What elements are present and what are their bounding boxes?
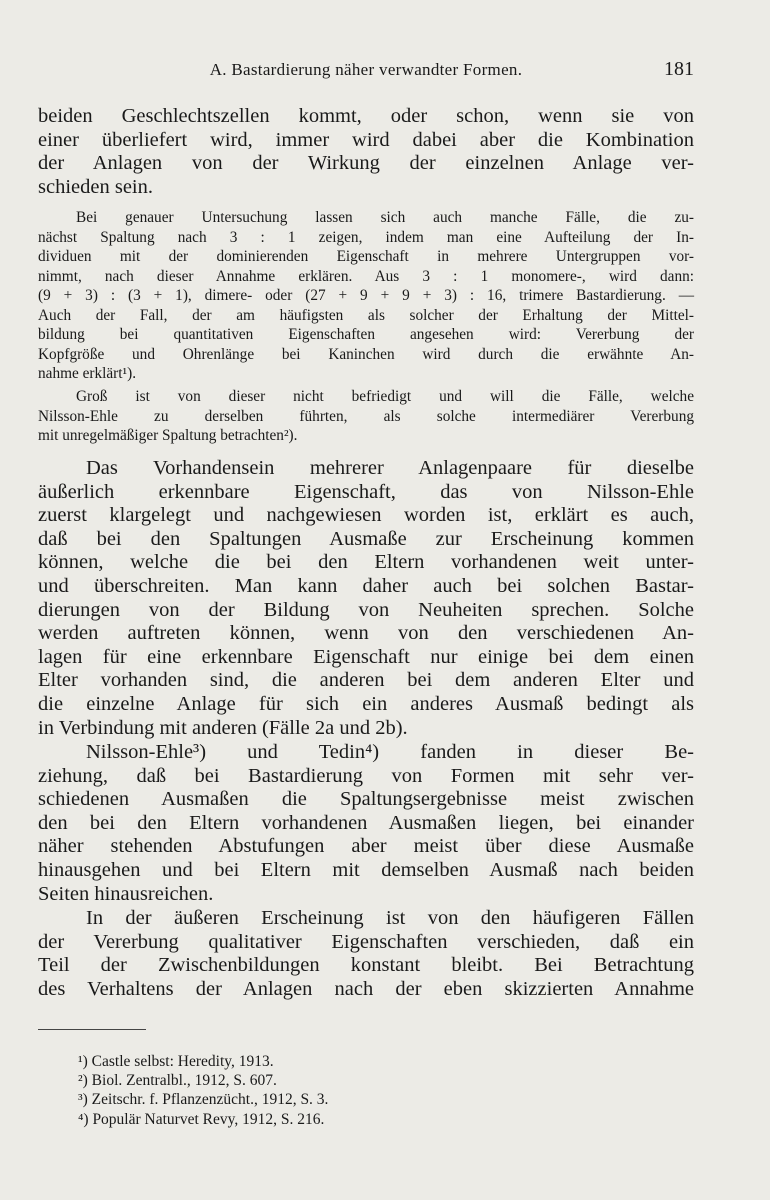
text-line: Elter vorhanden sind, die anderen bei dem anderen Elter und <box>38 669 694 692</box>
text-line: Nilsson-Ehle zu derselben führten, als solche intermediärer Vererbung <box>38 407 694 425</box>
paragraph-2 <box>38 457 694 740</box>
footnotes <box>78 1052 328 1129</box>
text-line: Seiten hinausreichen. <box>38 882 214 905</box>
text-line: den bei den Eltern vorhandenen Ausmaßen liegen, bei einander <box>38 811 694 834</box>
text-line: nimmt, nach dieser Annahme erklären. Aus 3 : 1 monomere-, wird dann: <box>38 267 694 285</box>
paragraph-4 <box>38 907 694 1001</box>
text-line: lagen für eine erkennbare Eigenschaft nur einige bei dem einen <box>38 645 694 668</box>
text-line: dividuen mit der dominierenden Eigenschaft in mehrere Untergruppen vor- <box>38 248 694 265</box>
text-line: zuerst klargelegt und nachgewiesen worden ist, erklärt es auch, <box>38 504 694 527</box>
footnote-rule <box>38 1029 146 1030</box>
text-line: des Verhaltens der Anlagen nach der eben skizzierten Annahme <box>38 977 694 1000</box>
text-line: der Vererbung qualitativer Eigenschaften verschieden, daß ein <box>38 930 694 953</box>
text-line: einer überliefert wird, immer wird dabei aber die Kombination <box>38 128 694 151</box>
footnote: ⁴) Populär Naturvet Revy, 1912, S. 216. <box>78 1110 325 1128</box>
text-line: beiden Geschlechtszellen kommt, oder schon, wenn sie von <box>38 105 694 127</box>
text-line: bildung bei quantitativen Eigenschaften angesehen wird: Vererbung der <box>38 326 694 343</box>
text-line: Auch der Fall, der am häufigsten als solcher der Erhaltung der Mittel- <box>38 306 694 324</box>
text-line: und überschreiten. Man kann daher auch bei solchen Bastar- <box>38 574 694 597</box>
paragraph-1 <box>38 105 694 199</box>
text-line: werden auftreten können, wenn von den verschiedenen An- <box>38 622 694 645</box>
small-paragraph-1 <box>38 208 694 384</box>
small-paragraph-2 <box>38 387 694 446</box>
text-line: hinausgehen und bei Eltern mit demselben Ausmaß nach beiden <box>38 858 694 881</box>
text-line: Kopfgröße und Ohrenlänge bei Kaninchen wird durch die erwähnte An- <box>38 345 694 363</box>
text-line: Nilsson-Ehle³) und Tedin⁴) fanden in dieser Be- <box>86 741 694 763</box>
footnote: ²) Biol. Zentralbl., 1912, S. 607. <box>78 1072 277 1090</box>
text-line: Teil der Zwischenbildungen konstant bleibt. Bei Betrachtung <box>38 954 694 977</box>
text-line: der Anlagen von der Wirkung der einzelnen Anlage ver- <box>38 152 694 175</box>
running-header <box>38 60 694 88</box>
text-line: äußerlich erkennbare Eigenschaft, das von Nilsson-Ehle <box>38 480 694 503</box>
text-line: daß bei den Spaltungen Ausmaße zur Erscheinung kommen <box>38 527 694 550</box>
text-line: Das Vorhandensein mehrerer Anlagenpaare für dieselbe <box>86 457 694 479</box>
text-line: Groß ist von dieser nicht befriedigt und will die Fälle, welche <box>76 388 694 405</box>
text-line: mit unregelmäßiger Spaltung betrachten²). <box>38 427 298 444</box>
text-line: Bei genauer Untersuchung lassen sich auch manche Fälle, die zu- <box>76 209 694 226</box>
text-line: nahme erklärt¹). <box>38 365 137 382</box>
paragraph-3 <box>38 741 694 906</box>
text-line: können, welche die bei den Eltern vorhandenen weit unter- <box>38 551 694 574</box>
text-line: (9 + 3) : (3 + 1), dimere- oder (27 + 9 + 9 + 3) : 16, trimere Bastardierung. — <box>38 287 694 304</box>
footnote: ³) Zeitschr. f. Pflanzenzücht., 1912, S. 3. <box>78 1091 329 1109</box>
page-number: 181 <box>664 58 694 80</box>
running-title: A. Bastardierung näher verwandter Formen. <box>209 60 523 79</box>
text-line: in Verbindung mit anderen (Fälle 2a und 2b). <box>38 716 408 739</box>
text-line: ziehung, daß bei Bastardierung von Formen mit sehr ver- <box>38 764 694 787</box>
text-line: dierungen von der Bildung von Neuheiten sprechen. Solche <box>38 598 694 621</box>
text-line: nächst Spaltung nach 3 : 1 zeigen, indem man eine Aufteilung der In- <box>38 228 694 246</box>
footnote: ¹) Castle selbst: Heredity, 1913. <box>78 1053 274 1070</box>
text-line: In der äußeren Erscheinung ist von den häufigeren Fällen <box>86 907 694 929</box>
text-line: näher stehenden Abstufungen aber meist über diese Ausmaße <box>38 835 694 858</box>
text-line: schiedenen Ausmaßen die Spaltungsergebnisse meist zwischen <box>38 788 694 811</box>
text-line: die einzelne Anlage für sich ein anderes Ausmaß bedingt als <box>38 692 694 715</box>
text-line: schieden sein. <box>38 175 153 198</box>
